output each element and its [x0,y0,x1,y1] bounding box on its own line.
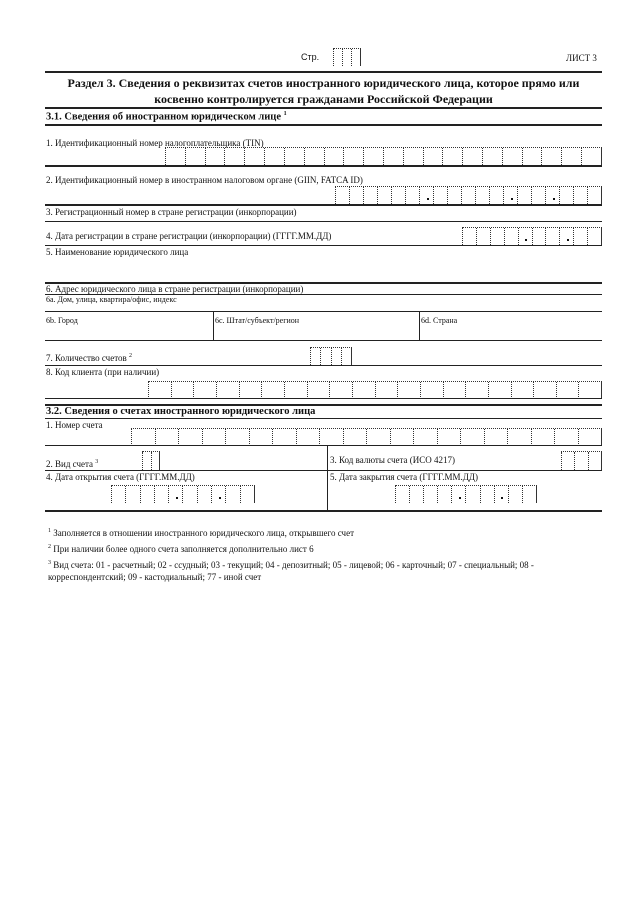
input-cell[interactable] [296,429,320,446]
input-cell[interactable] [333,49,342,66]
footnote-mark: 1 [48,528,51,534]
input-cell[interactable] [366,429,390,446]
input-cell[interactable] [494,486,508,503]
giin-label: 2. Идентификационный номер в иностранном налоговом органе (GIIN, FATCA ID) [46,175,363,185]
input-cell[interactable] [363,148,383,165]
input-cell[interactable] [111,486,125,503]
input-cell[interactable] [193,382,216,399]
open-date-label: 4. Дата открытия счета (ГГГГ.ММ.ДД) [46,472,195,482]
input-cell[interactable] [502,148,522,165]
input-cell[interactable] [216,382,239,399]
footnote-mark: 3 [48,560,51,566]
input-cell[interactable] [462,228,476,245]
divider [45,71,602,73]
footnote-ref: 3 [95,459,99,465]
input-cell[interactable] [140,486,154,503]
input-cell[interactable] [578,382,602,399]
input-cell[interactable] [559,228,573,245]
input-cell[interactable] [125,486,139,503]
input-cell[interactable] [397,382,420,399]
input-cell[interactable] [507,429,531,446]
input-cell[interactable] [202,429,226,446]
input-cell[interactable] [409,486,423,503]
input-cell[interactable] [377,187,391,204]
divider [45,107,602,109]
input-cell[interactable] [503,187,517,204]
label-text: 7. Количество счетов [46,353,127,363]
input-cell[interactable] [343,148,363,165]
account-type-label [46,457,98,469]
input-cell[interactable] [272,429,296,446]
page-number-input[interactable] [333,48,361,66]
input-cell[interactable] [578,429,603,446]
divider [45,510,602,512]
input-cell[interactable] [482,148,502,165]
input-cell[interactable] [142,452,151,470]
page-number-label: Стр. [301,52,320,62]
input-cell[interactable] [423,486,437,503]
address-city-label: 6b. Город [46,316,78,325]
input-cell[interactable] [148,382,171,399]
subsection-heading-3-1 [46,111,287,123]
input-cell[interactable] [561,148,581,165]
open-date-input[interactable] [111,485,255,503]
input-cell[interactable] [131,429,155,446]
input-cell[interactable] [171,382,194,399]
input-cell[interactable] [352,382,375,399]
input-cell[interactable] [559,187,573,204]
input-cell[interactable] [391,187,405,204]
input-cell[interactable] [413,429,437,446]
input-cell[interactable] [331,348,341,365]
input-cell[interactable] [511,382,534,399]
input-cell[interactable] [533,382,556,399]
divider [45,470,602,471]
footnote-ref: 2 [129,353,133,359]
input-cell[interactable] [205,148,225,165]
input-cell[interactable] [395,486,409,503]
divider [45,398,602,399]
input-cell[interactable] [240,486,255,503]
input-cell[interactable] [475,187,489,204]
input-cell[interactable] [554,429,578,446]
input-cell[interactable] [518,228,532,245]
input-cell[interactable] [284,148,304,165]
accounts-count-label [46,351,132,363]
footnote-mark: 2 [48,544,51,550]
input-cell[interactable] [488,382,511,399]
footnote-ref: 1 [283,111,287,117]
input-cell[interactable] [351,49,361,66]
input-cell[interactable] [320,348,330,365]
input-cell[interactable] [460,429,484,446]
input-cell[interactable] [363,187,377,204]
tin-input[interactable] [165,147,602,165]
input-cell[interactable] [405,187,419,204]
input-cell[interactable] [447,187,461,204]
input-cell[interactable] [261,382,284,399]
reg-number-label: 3. Регистрационный номер в стране регистрации (инкорпорации) [46,207,297,217]
divider [45,365,602,366]
input-cell[interactable] [587,187,602,204]
section-title-line1: Раздел 3. Сведения о реквизитах счетов иностранного юридического лица, которое прямо или [67,76,580,90]
accounts-count-input[interactable] [310,347,352,365]
divider [45,124,602,126]
input-cell[interactable] [522,486,537,503]
footnote-1 [48,526,354,539]
input-cell[interactable] [489,187,503,204]
input-cell[interactable] [264,148,284,165]
input-cell[interactable] [461,187,475,204]
input-cell[interactable] [462,148,482,165]
input-cell[interactable] [541,148,561,165]
input-cell[interactable] [531,429,555,446]
divider [45,165,602,167]
input-cell[interactable] [437,486,451,503]
input-cell[interactable] [532,228,546,245]
address-street-label: 6a. Дом, улица, квартира/офис, индекс [46,295,177,304]
input-cell[interactable] [151,452,161,470]
address-label: 6. Адрес юридического лица в стране регистрации (инкорпорации) [46,284,304,294]
input-cell[interactable] [343,429,367,446]
input-cell[interactable] [284,382,307,399]
input-cell[interactable] [588,452,602,470]
divider [45,221,602,222]
divider [213,311,214,340]
close-date-input[interactable] [395,485,537,503]
footnote-2 [48,542,314,555]
input-cell[interactable] [349,187,363,204]
tin-label: 1. Идентификационный номер налогоплательщика (TIN) [46,138,264,148]
input-cell[interactable] [545,187,559,204]
input-cell[interactable] [168,486,182,503]
input-cell[interactable] [307,382,330,399]
input-cell[interactable] [574,452,587,470]
input-cell[interactable] [225,486,239,503]
input-cell[interactable] [224,148,244,165]
input-cell[interactable] [182,486,196,503]
divider [45,204,602,206]
input-cell[interactable] [197,486,211,503]
input-cell[interactable] [465,486,479,503]
giin-input[interactable] [335,186,602,204]
reg-date-input[interactable] [462,227,602,245]
divider [45,340,602,341]
currency-code-label: 3. Код валюты счета (ИСО 4217) [330,455,456,465]
heading-text: 3.1. Сведения об иностранном юридическом лице [46,111,281,123]
input-cell[interactable] [587,228,602,245]
input-cell[interactable] [504,228,518,245]
input-cell[interactable] [211,486,225,503]
input-cell[interactable] [383,148,403,165]
input-cell[interactable] [573,187,587,204]
input-cell[interactable] [390,429,414,446]
close-date-label: 5. Дата закрытия счета (ГГГГ.ММ.ДД) [330,472,478,482]
input-cell[interactable] [249,429,273,446]
input-cell[interactable] [433,187,447,204]
input-cell[interactable] [310,348,320,365]
input-cell[interactable] [335,187,349,204]
divider [45,445,602,446]
input-cell[interactable] [451,486,465,503]
input-cell[interactable] [178,429,202,446]
section-title-line2: косвенно контролируется гражданами Российской Федерации [154,92,493,106]
input-cell[interactable] [403,148,423,165]
sheet-label: ЛИСТ 3 [566,53,597,63]
footnote-text: Вид счета: 01 - расчетный; 02 - ссудный; 03 - текущий; 04 - депозитный; 05 - лицевой; 06 - карточный; 07 - специальный; 08 - [53,560,534,570]
input-cell[interactable] [239,382,262,399]
input-cell[interactable] [522,148,542,165]
input-cell[interactable] [561,452,574,470]
input-cell[interactable] [423,148,443,165]
currency-code-input[interactable] [561,451,602,470]
footnote-3 [48,558,534,571]
input-cell[interactable] [531,187,545,204]
input-cell[interactable] [508,486,522,503]
input-cell[interactable] [375,382,398,399]
input-cell[interactable] [517,187,531,204]
address-country-label: 6d. Страна [421,316,458,325]
footnote-3-continued: корреспондентский; 09 - кастодиальный; 77 - иной счет [48,572,262,582]
input-cell[interactable] [490,228,504,245]
account-number-input[interactable] [131,428,602,446]
input-cell[interactable] [476,228,490,245]
input-cell[interactable] [556,382,579,399]
input-cell[interactable] [185,148,205,165]
input-cell[interactable] [319,429,343,446]
input-cell[interactable] [342,49,351,66]
name-label: 5. Наименование юридического лица [46,247,189,257]
divider [45,245,602,246]
input-cell[interactable] [443,382,466,399]
input-cell[interactable] [437,429,461,446]
input-cell[interactable] [244,148,264,165]
divider [45,311,602,312]
divider [327,445,328,510]
input-cell[interactable] [341,348,352,365]
input-cell[interactable] [573,228,587,245]
account-number-label: 1. Номер счета [46,420,103,430]
client-code-label: 8. Код клиента (при наличии) [46,367,160,377]
footnote-text: При наличии более одного счета заполняется дополнительно лист 6 [53,544,314,554]
divider [419,311,420,340]
input-cell[interactable] [154,486,168,503]
subsection-heading-3-2: 3.2. Сведения о счетах иностранного юридического лица [46,406,316,417]
input-cell[interactable] [465,382,488,399]
input-cell[interactable] [155,429,179,446]
input-cell[interactable] [545,228,559,245]
input-cell[interactable] [419,187,433,204]
input-cell[interactable] [165,148,185,165]
input-cell[interactable] [484,429,508,446]
input-cell[interactable] [329,382,352,399]
input-cell[interactable] [304,148,324,165]
input-cell[interactable] [225,429,249,446]
client-code-input[interactable] [148,381,602,399]
input-cell[interactable] [480,486,494,503]
footnote-text: Заполняется в отношении иностранного юридического лица, открывшего счет [53,528,355,538]
input-cell[interactable] [442,148,462,165]
divider [45,418,602,419]
input-cell[interactable] [324,148,344,165]
input-cell[interactable] [581,148,602,165]
reg-date-label: 4. Дата регистрации в стране регистрации (инкорпорации) (ГГГГ.ММ.ДД) [46,231,332,241]
input-cell[interactable] [420,382,443,399]
account-type-input[interactable] [142,451,160,470]
label-text: 2. Вид счета [46,459,94,469]
address-state-label: 6c. Штат/субъект/регион [215,316,300,325]
